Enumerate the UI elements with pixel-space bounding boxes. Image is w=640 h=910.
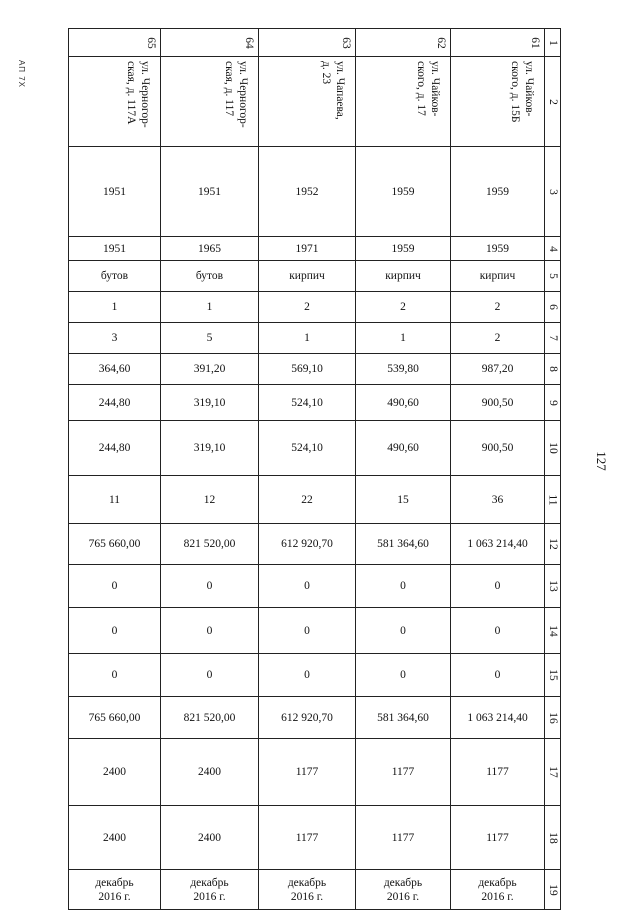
cell-value: 1177 xyxy=(486,766,509,778)
address-line: ского, д. 15Б xyxy=(509,61,521,123)
cell-value: 1 xyxy=(400,332,406,344)
cell-value: 569,10 xyxy=(291,363,323,375)
column-number-cell xyxy=(69,29,161,57)
table-cell xyxy=(259,292,356,323)
address-cell xyxy=(356,57,451,147)
column-number: 62 xyxy=(434,36,447,49)
address-line: ул. Черногор- xyxy=(139,61,151,128)
cell-value: 581 364,60 xyxy=(377,538,429,550)
cell-value: 2 xyxy=(400,301,406,313)
table-row xyxy=(69,476,561,524)
table-cell xyxy=(69,385,161,421)
row-number-text: 3 xyxy=(546,188,559,195)
table-cell xyxy=(356,565,451,608)
cell-value: 765 660,00 xyxy=(88,538,141,550)
table-cell xyxy=(356,654,451,697)
column-number-cell xyxy=(451,29,545,57)
cell-value: 539,80 xyxy=(387,363,419,375)
table-cell xyxy=(69,654,161,697)
table-row xyxy=(69,608,561,654)
table-row xyxy=(69,870,561,910)
cell-value: 1951 xyxy=(198,185,221,198)
table-cell xyxy=(69,476,161,524)
cell-value: 524,10 xyxy=(291,442,323,454)
row-number-text: 12 xyxy=(546,538,559,550)
cell-value: 900,50 xyxy=(481,442,514,454)
cell-value: 1 xyxy=(206,301,213,313)
cell-value: 2400 xyxy=(103,766,126,778)
table-cell xyxy=(259,385,356,421)
row-number xyxy=(545,147,561,237)
table-cell xyxy=(259,870,356,910)
table-cell xyxy=(161,323,259,354)
row-number xyxy=(545,524,561,565)
cell-value: 36 xyxy=(491,493,504,506)
address-line: ского, д. 17 xyxy=(415,61,427,116)
table-cell xyxy=(69,739,161,806)
table-cell xyxy=(356,292,451,323)
row-number-text: 11 xyxy=(546,493,559,506)
cell-value: 821 520,00 xyxy=(183,711,236,724)
table-cell xyxy=(451,870,545,910)
table-cell xyxy=(259,354,356,385)
table-cell xyxy=(161,354,259,385)
address-text xyxy=(319,61,347,120)
cell-value: 1959 xyxy=(391,185,415,198)
table-cell xyxy=(356,870,451,910)
cell-value: 2400 xyxy=(198,766,221,778)
cell-value: 244,80 xyxy=(98,442,131,454)
table-row xyxy=(69,806,561,870)
row-number xyxy=(545,608,561,654)
table-cell xyxy=(259,476,356,524)
table-cell xyxy=(259,697,356,739)
address-line: ул. Черногор- xyxy=(237,61,249,128)
cell-value: 0 xyxy=(494,580,501,592)
row-number xyxy=(545,29,561,57)
table-cell xyxy=(69,147,161,237)
row-number-text: 15 xyxy=(546,669,559,681)
table-cell xyxy=(356,237,451,261)
cell-value: 2400 xyxy=(198,831,221,844)
cell-value: 900,50 xyxy=(481,396,514,409)
table-row xyxy=(69,385,561,421)
address-cell xyxy=(451,57,545,147)
address-cell xyxy=(259,57,356,147)
table-cell xyxy=(69,524,161,565)
cell-value: 1951 xyxy=(103,185,126,198)
cell-value: 1 063 214,40 xyxy=(467,538,528,550)
cell-value: 391,20 xyxy=(193,363,226,375)
table-cell xyxy=(259,147,356,237)
cell-value: 364,60 xyxy=(98,363,131,375)
table-cell xyxy=(69,292,161,323)
table-cell xyxy=(161,739,259,806)
table-cell xyxy=(451,147,545,237)
cell-value: 1971 xyxy=(295,242,319,255)
cell-value: 0 xyxy=(400,669,406,681)
row-number xyxy=(545,261,561,292)
cell-value: бутов xyxy=(195,270,224,282)
cell-value: 0 xyxy=(304,580,310,592)
cell-value: 2400 xyxy=(103,831,126,844)
table-cell xyxy=(161,608,259,654)
row-number xyxy=(545,806,561,870)
table-cell xyxy=(161,261,259,292)
cell-line: декабрь xyxy=(383,876,423,889)
cell-value: 0 xyxy=(304,624,310,637)
cell-value: 0 xyxy=(206,624,213,637)
table-cell xyxy=(356,476,451,524)
table-cell xyxy=(451,237,545,261)
cell-value: 612 920,70 xyxy=(281,538,333,550)
cell-value: 0 xyxy=(111,669,118,681)
cell-line: 2016 г. xyxy=(193,890,226,903)
table-cell xyxy=(161,421,259,476)
table-cell xyxy=(69,806,161,870)
cell-value: бутов xyxy=(100,270,129,282)
table-cell xyxy=(356,385,451,421)
row-number xyxy=(545,421,561,476)
row-number xyxy=(545,385,561,421)
cell-line: декабрь xyxy=(95,876,134,889)
cell-line: декабрь xyxy=(190,876,229,889)
cell-value: 1951 xyxy=(103,242,126,255)
corner-mark: АП 7Х xyxy=(17,60,26,89)
address-line: ул. Чайков- xyxy=(429,61,441,117)
cell-value: 2 xyxy=(494,301,501,313)
row-number xyxy=(545,565,561,608)
table-cell xyxy=(356,739,451,806)
table-cell xyxy=(356,608,451,654)
cell-value: 22 xyxy=(301,493,313,506)
table-row-addresses xyxy=(69,57,561,147)
table-row xyxy=(69,323,561,354)
cell-line: 2016 г. xyxy=(386,890,420,903)
table-cell xyxy=(451,608,545,654)
address-cell xyxy=(161,57,259,147)
table-row xyxy=(69,292,561,323)
table-row xyxy=(69,739,561,806)
cell-value: 490,60 xyxy=(387,396,419,409)
cell-value: 612 920,70 xyxy=(281,711,333,724)
row-number-text: 4 xyxy=(546,245,559,252)
table-cell xyxy=(451,323,545,354)
column-number-cell xyxy=(259,29,356,57)
cell-value: 1177 xyxy=(391,831,415,844)
table-row xyxy=(69,654,561,697)
row-number xyxy=(545,323,561,354)
cell-line: 2016 г. xyxy=(481,890,514,903)
table-cell xyxy=(451,739,545,806)
table-cell xyxy=(451,354,545,385)
table-cell xyxy=(451,292,545,323)
row-number-text: 5 xyxy=(546,273,559,279)
table-cell xyxy=(356,354,451,385)
column-number-cell xyxy=(161,29,259,57)
table-cell xyxy=(451,385,545,421)
address-line: ская, д. 117 xyxy=(223,61,235,117)
table-cell xyxy=(451,476,545,524)
cell-value: кирпич xyxy=(289,270,325,282)
table-cell xyxy=(356,806,451,870)
cell-value: 319,10 xyxy=(193,396,226,409)
row-number xyxy=(545,739,561,806)
cell-value: кирпич xyxy=(479,270,516,282)
table-cell xyxy=(259,237,356,261)
table-cell xyxy=(259,806,356,870)
column-number: 61 xyxy=(528,36,541,49)
table-row-column-numbers xyxy=(69,29,561,57)
address-line: д. 23 xyxy=(320,61,332,85)
row-number-text: 1 xyxy=(546,39,559,46)
row-number xyxy=(545,870,561,910)
table-cell xyxy=(451,524,545,565)
table-cell xyxy=(356,421,451,476)
cell-value: 12 xyxy=(203,493,216,506)
table-cell xyxy=(69,608,161,654)
table-cell xyxy=(356,524,451,565)
table-cell xyxy=(69,870,161,910)
table-cell xyxy=(451,697,545,739)
cell-value: 0 xyxy=(111,580,118,592)
row-number-text: 2 xyxy=(546,98,559,105)
table-cell xyxy=(356,323,451,354)
row-number xyxy=(545,654,561,697)
cell-value: 2 xyxy=(304,301,310,313)
table-cell xyxy=(259,739,356,806)
cell-value: 3 xyxy=(111,332,118,344)
table-cell xyxy=(259,608,356,654)
table-cell xyxy=(69,237,161,261)
row-number-text: 19 xyxy=(546,883,559,896)
cell-value: 0 xyxy=(304,669,310,681)
cell-value: 490,60 xyxy=(387,442,419,454)
address-line: ул. Чайков- xyxy=(523,61,535,117)
table-cell xyxy=(161,524,259,565)
cell-value: 1959 xyxy=(486,242,509,255)
table-cell xyxy=(259,565,356,608)
row-number-text: 7 xyxy=(546,335,559,341)
cell-value: 0 xyxy=(111,624,118,637)
table-cell xyxy=(161,237,259,261)
data-table xyxy=(68,28,561,910)
table-cell xyxy=(259,654,356,697)
cell-value: 0 xyxy=(494,624,501,637)
cell-value: 11 xyxy=(108,493,121,506)
cell-value: 1959 xyxy=(486,185,509,198)
row-number xyxy=(545,354,561,385)
cell-line: 2016 г. xyxy=(290,890,324,903)
cell-line: декабрь xyxy=(478,876,517,889)
column-number: 63 xyxy=(339,36,352,49)
cell-value: 1 xyxy=(111,301,118,313)
table-cell xyxy=(161,697,259,739)
table-cell xyxy=(69,697,161,739)
row-number-text: 16 xyxy=(546,711,559,724)
table-row xyxy=(69,697,561,739)
row-number-text: 13 xyxy=(546,580,559,592)
table-cell xyxy=(451,654,545,697)
address-text xyxy=(508,61,536,123)
column-number: 64 xyxy=(242,36,255,49)
row-number-text: 17 xyxy=(546,766,559,778)
cell-value: 0 xyxy=(400,624,406,637)
table-cell xyxy=(161,292,259,323)
cell-value: 821 520,00 xyxy=(183,538,236,550)
table-cell xyxy=(69,354,161,385)
table-cell xyxy=(356,697,451,739)
cell-value: 581 364,60 xyxy=(377,711,429,724)
cell-value: 1965 xyxy=(198,242,221,255)
cell-value: кирпич xyxy=(385,270,421,282)
table-cell xyxy=(451,261,545,292)
table-cell xyxy=(451,421,545,476)
cell-value: 1 063 214,40 xyxy=(467,711,528,724)
address-cell xyxy=(69,57,161,147)
table-cell xyxy=(161,385,259,421)
table-cell xyxy=(259,261,356,292)
row-number xyxy=(545,697,561,739)
table-cell xyxy=(451,565,545,608)
cell-value: 1 xyxy=(304,332,310,344)
table-row xyxy=(69,147,561,237)
cell-value: 524,10 xyxy=(291,396,323,409)
table-cell xyxy=(161,806,259,870)
cell-line: декабрь xyxy=(287,876,327,889)
cell-value: 1177 xyxy=(391,766,415,778)
table-cell xyxy=(259,421,356,476)
table-cell xyxy=(161,476,259,524)
cell-value: 0 xyxy=(206,580,213,592)
cell-value: 1959 xyxy=(391,242,415,255)
table-row xyxy=(69,237,561,261)
row-number xyxy=(545,476,561,524)
table-row xyxy=(69,261,561,292)
cell-value: 1952 xyxy=(295,185,319,198)
column-number: 65 xyxy=(144,36,157,49)
row-number xyxy=(545,292,561,323)
row-number-text: 9 xyxy=(546,399,559,406)
row-number-text: 18 xyxy=(546,831,559,844)
row-number-text: 6 xyxy=(546,304,559,310)
address-text xyxy=(124,61,152,128)
table-cell xyxy=(356,147,451,237)
cell-value: 244,80 xyxy=(98,396,131,409)
address-text xyxy=(222,61,250,128)
table-cell xyxy=(356,261,451,292)
page-number: 127 xyxy=(594,451,609,471)
cell-value: 0 xyxy=(494,669,501,681)
table-cell xyxy=(69,421,161,476)
table-cell xyxy=(161,870,259,910)
table-cell xyxy=(69,323,161,354)
table-cell xyxy=(161,147,259,237)
address-line: ская, д. 117А xyxy=(125,61,137,125)
row-number-text: 10 xyxy=(546,442,559,454)
cell-value: 0 xyxy=(206,669,213,681)
address-line: ул. Чапаева, xyxy=(334,61,346,120)
row-number-text: 14 xyxy=(546,624,559,637)
cell-value: 1177 xyxy=(295,766,319,778)
table-row xyxy=(69,421,561,476)
table-cell xyxy=(69,565,161,608)
table-row xyxy=(69,524,561,565)
table-cell xyxy=(161,565,259,608)
address-text xyxy=(414,61,442,116)
row-number-text: 8 xyxy=(546,366,559,372)
cell-value: 987,20 xyxy=(481,363,514,375)
table-cell xyxy=(451,806,545,870)
table-cell xyxy=(69,261,161,292)
cell-value: 1177 xyxy=(295,831,319,844)
table-cell xyxy=(161,654,259,697)
cell-line: 2016 г. xyxy=(98,890,131,903)
cell-value: 2 xyxy=(494,332,501,344)
row-number xyxy=(545,57,561,147)
cell-value: 1177 xyxy=(486,831,509,844)
cell-value: 0 xyxy=(400,580,406,592)
table-row xyxy=(69,565,561,608)
cell-value: 5 xyxy=(206,332,213,344)
cell-value: 15 xyxy=(397,493,409,506)
table-cell xyxy=(259,524,356,565)
table-cell xyxy=(259,323,356,354)
row-number xyxy=(545,237,561,261)
table-row xyxy=(69,354,561,385)
cell-value: 319,10 xyxy=(193,442,226,454)
cell-value: 765 660,00 xyxy=(88,711,141,724)
column-number-cell xyxy=(356,29,451,57)
